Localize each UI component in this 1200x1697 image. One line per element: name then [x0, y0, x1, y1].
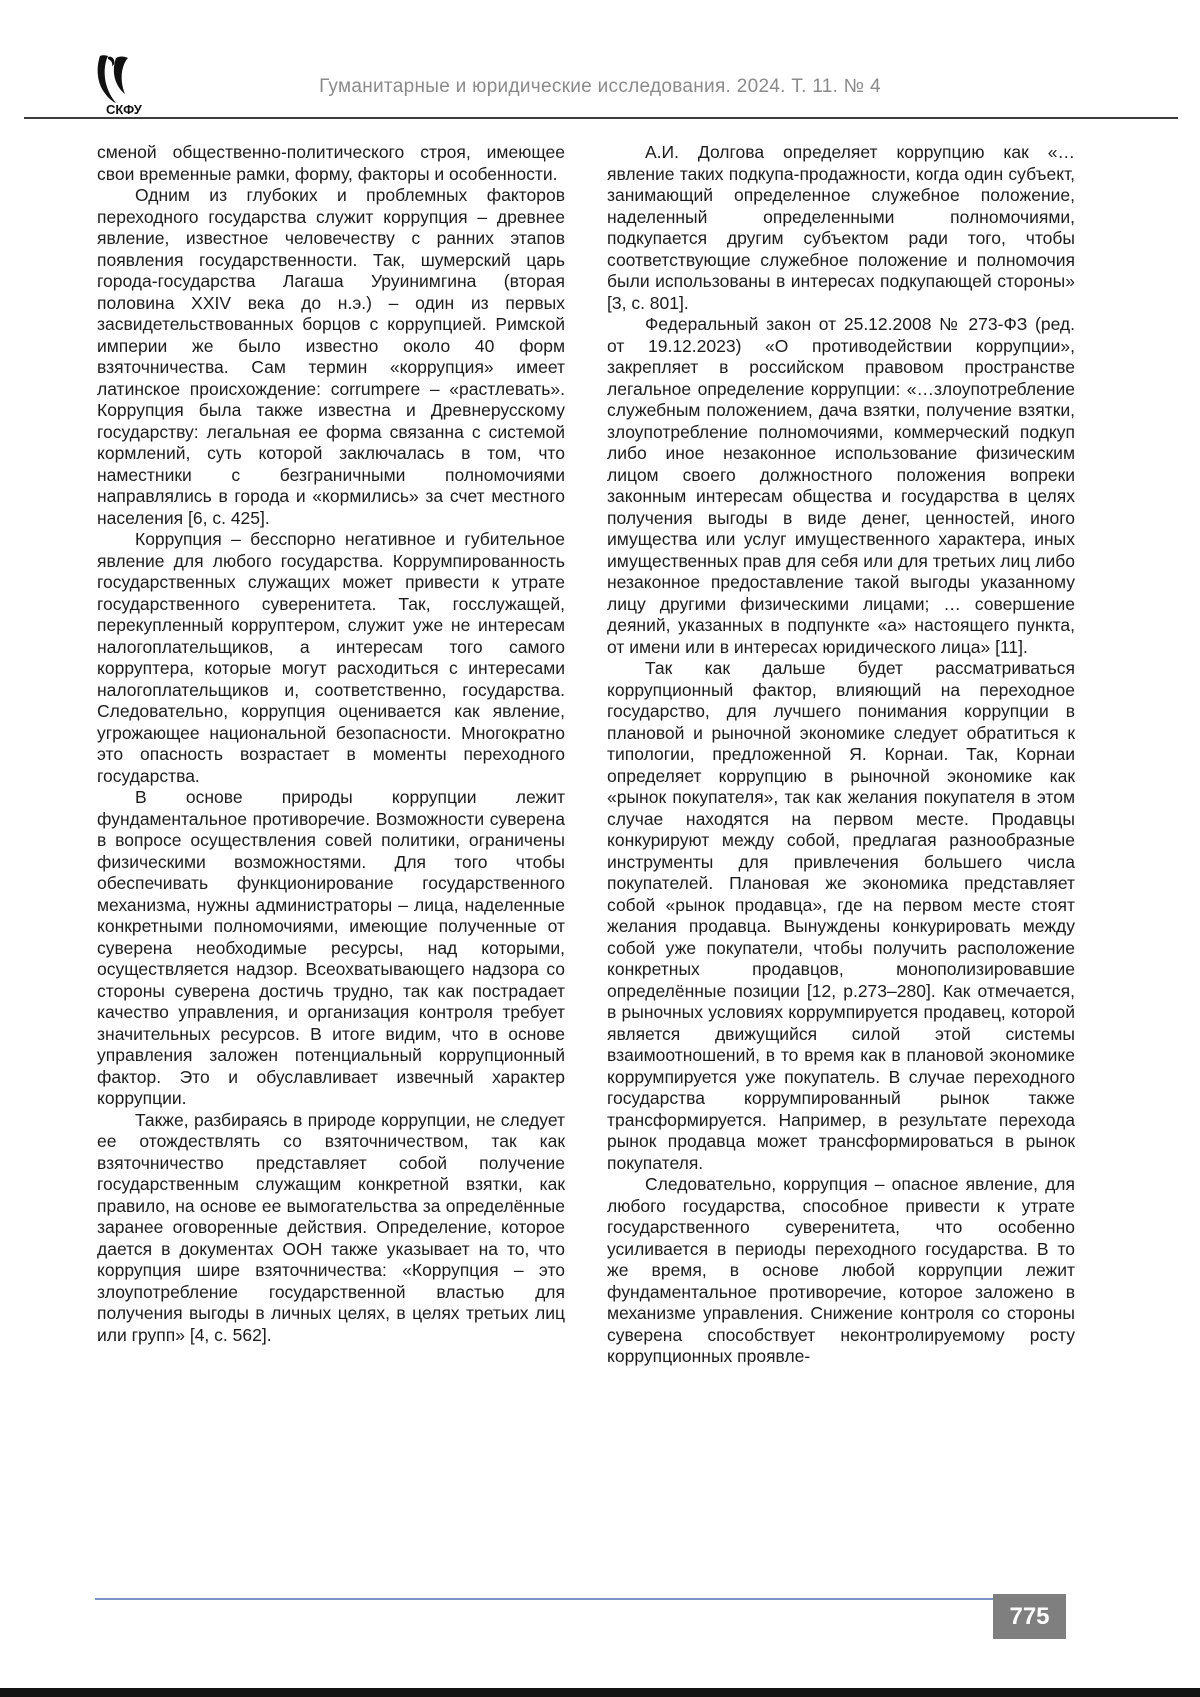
left-column	[97, 142, 565, 1594]
footer-divider	[95, 1598, 1010, 1600]
header-divider	[24, 117, 1178, 119]
paragraph: Следовательно, коррупция – опасное явление, для любого государства, способное привести к утрате государственного суверенитета, что особенно усиливается в периоды переходного государства. В то же время, в основе любой коррупции лежит фундаментальное противоречие, которое заложено в механизме управления. Снижение контроля со стороны суверена способствует неконтролируемому росту коррупционных проявле-	[607, 1174, 1075, 1366]
paragraph: Федеральный закон от 25.12.2008 № 273-ФЗ (ред. от 19.12.2023) «О противодействии коррупции», закрепляет в российском правовом пространстве легальное определение коррупции: «…злоупотребление служебным положением, дача взятки, получение взятки, злоупотребление полномочиями, коммерческий подкуп либо иное незаконное использование физическим лицом своего должностного положения вопреки законным интересам общества и государства в целях получения выгоды в виде денег, ценностей, иного имущества или услуг имущественного характера, иных имущественных прав для себя или для третьих лиц либо незаконное предоставление такой выгоды указанному лицу другими физическими лицами; … совершение деяний, указанных в подпункте «а» настоящего пункта, от имени или в интересах юридического лица» [11].	[607, 314, 1075, 657]
paragraph: сменой общественно-политического строя, имеющее свои временные рамки, форму, факторы и особенности.	[97, 142, 565, 184]
paragraph: Также, разбираясь в природе коррупции, не следует ее отождествлять со взяточничеством, так как взяточничество представляет собой получение государственным служащим конкретной взятки, как правило, на основе ее вымогательства за определённые заранее оговоренные действия. Определение, которое дается в документах ООН также указывает на то, что коррупция шире взяточничества: «Коррупция – это злоупотребление государственной властью для получения выгоды в личных целях, в целях третьих лиц или групп» [4, с. 562].	[97, 1109, 565, 1345]
scan-edge-bar	[0, 1688, 1200, 1697]
page-number: 775	[1009, 1602, 1050, 1630]
journal-title: Гуманитарные и юридические исследования. 2024. Т. 11. № 4	[319, 76, 881, 97]
paragraph: Одним из глубоких и проблемных факторов переходного государства служит коррупция – древнее явление, известное человечеству с ранних этапов появления государственности. Так, шумерский царь города-государства Лагаша Уруинимгина (вторая половина XXIV века до н.э.) – один из первых засвидетельствованных борцов с коррупцией. Римской империи же было известно около 40 форм взяточничества. Сам термин «коррупция» имеет латинское происхождение: corrumpere – «растлевать». Коррупция была также известна и Древнерусскому государству: легальная ее форма связанна с системой кормлений, суть которой заключалась в том, что наместники с безграничными полномочиями направлялись в города и «кормились» за счет местного населения [6, с. 425].	[97, 185, 565, 528]
right-column	[607, 142, 1075, 1594]
paragraph: В основе природы коррупции лежит фундаментальное противоречие. Возможности суверена в вопросе осуществления совей политики, ограничены физическими возможностями. Для того чтобы обеспечивать функционирование государственного механизма, нужны администраторы – лица, наделенные конкретными полномочиями, имеющие полученные от суверена необходимые ресурсы, над которыми, осуществляется надзор. Всеохватывающего надзора со стороны суверена достичь трудно, так как пострадает качество управления, и организация контроля требует значительных ресурсов. В итоге видим, что в основе управления заложен потенциальный коррупционный фактор. Это и обуславливает извечный характер коррупции.	[97, 787, 565, 1108]
paragraph: Коррупция – бесспорно негативное и губительное явление для любого государства. Коррумпированность государственных служащих может привести к утрате государственного суверенитета. Так, госслужащей, перекупленный корруптером, служит уже не интересам налогоплательщиков, а интересам того самого корруптера, которые могут расходиться с интересами налогоплательщиков и, соответственно, государства. Следовательно, коррупция оценивается как явление, угрожающее национальной безопасности. Многократно это опасность возрастает в моменты переходного государства.	[97, 529, 565, 786]
page-header	[0, 0, 1200, 120]
paragraph: Так как дальше будет рассматриваться коррупционный фактор, влияющий на переходное государство, для лучшего понимания коррупции в плановой и рыночной экономике следует обратиться к типологии, предложенной Я. Корнаи. Так, Корнаи определяет коррупцию в рыночной экономике как «рынок покупателя», так как желания покупателя в этом случае находятся на первом месте. Продавцы конкурируют между собой, предлагая разнообразные инструменты для привлечения большего числа покупателей. Плановая же экономика представляет собой «рынок продавца», где на первом месте стоят желания продавца. Вынуждены конкурировать между собой уже покупатели, чтобы получить расположение конкретных продавцов, монополизировавшие определённые позиции [12, p.273–280]. Как отмечается, в рыночных условиях коррумпируется продавец, которой является движущийся силой этой системы взаимоотношений, в то время как в плановой экономике коррумпируется уже покупатель. В случае переходного государства коррумпированный рынок также трансформируется. Например, в результате перехода рынок продавца может трансформироваться в рынок покупателя.	[607, 658, 1075, 1173]
logo-caption: СКФУ	[106, 102, 142, 117]
page-number-badge	[993, 1594, 1066, 1639]
article-body	[97, 142, 1075, 1594]
paragraph: А.И. Долгова определяет коррупцию как «… явление таких подкупа-продажности, когда один субъект, занимающий определенное служебное положение, наделенный определенными полномочиями, подкупается другим субъектом ради того, чтобы соответствующие служебное положение и полномочия были использованы в интересах подкупающей стороны» [3, с. 801].	[607, 142, 1075, 313]
